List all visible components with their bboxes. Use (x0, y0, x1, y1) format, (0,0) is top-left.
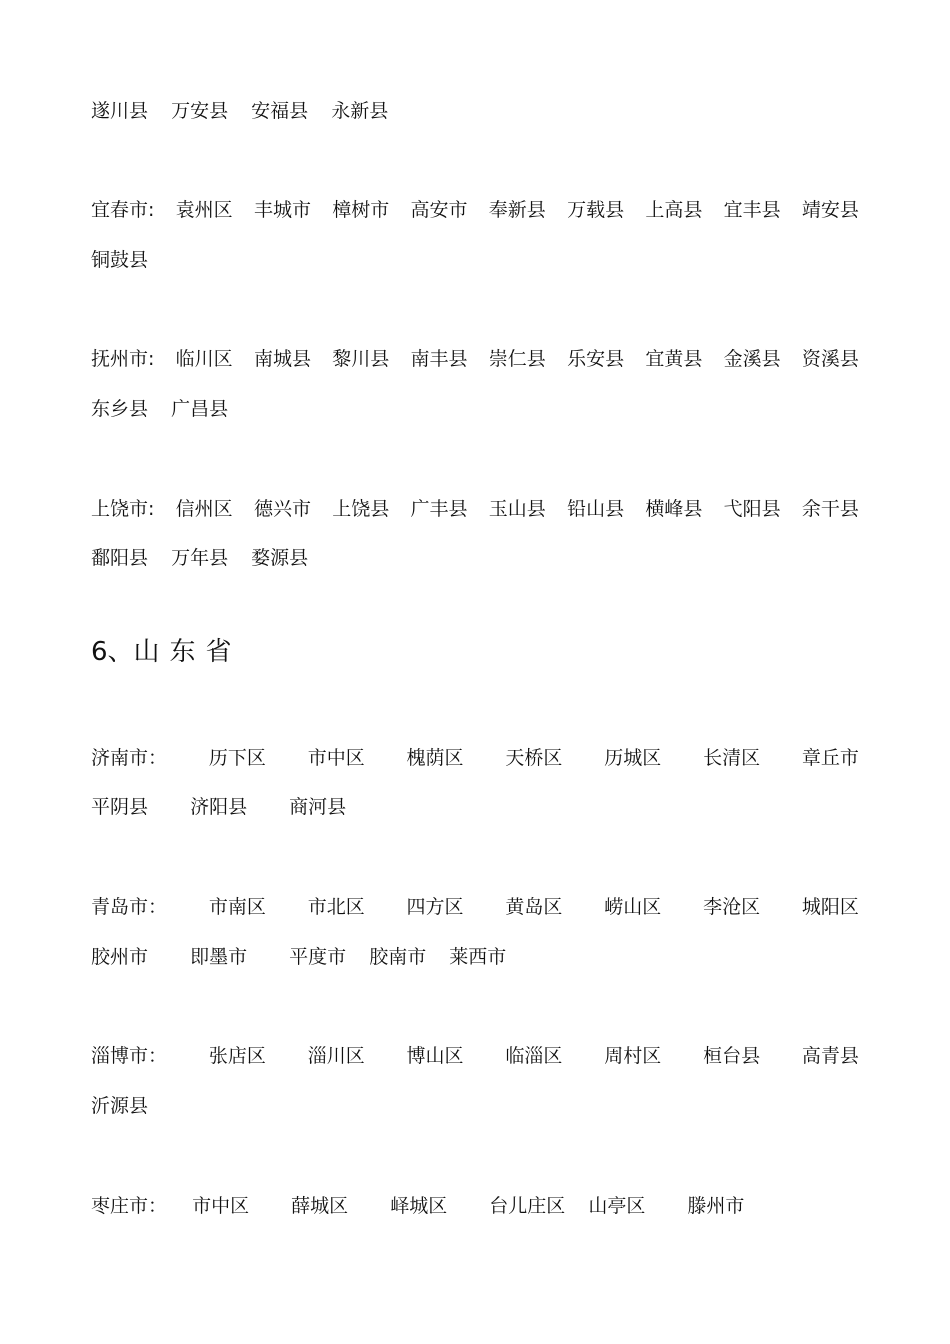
city-label: 济南市： (91, 747, 168, 769)
place-name: 济阳县 (190, 796, 248, 818)
place-name: 商河县 (289, 796, 347, 818)
place-name: 万载县 (567, 199, 625, 221)
place-name: 沂源县 (91, 1095, 149, 1117)
place-name: 峄城区 (390, 1195, 448, 1217)
place-name: 信州区 (175, 498, 233, 520)
place-name: 城阳区 (801, 896, 859, 918)
place-name: 高青县 (801, 1045, 859, 1067)
place-name: 广丰县 (410, 498, 468, 520)
place-name: 铅山县 (567, 498, 625, 520)
place-name: 即墨市 (190, 946, 248, 968)
place-name: 南城县 (253, 348, 311, 370)
place-name: 李沧区 (703, 896, 761, 918)
text-line (91, 248, 148, 272)
place-name: 上饶县 (332, 498, 390, 520)
place-name: 历下区 (208, 747, 266, 769)
text-line (91, 497, 859, 521)
place-name: 宜黄县 (645, 348, 703, 370)
place-name: 槐荫区 (406, 747, 464, 769)
place-name: 四方区 (406, 896, 464, 918)
place-name: 奉新县 (488, 199, 546, 221)
text-line (91, 945, 506, 969)
text-line (91, 1194, 744, 1218)
city-label: 上饶市: (91, 498, 155, 520)
city-label: 抚州市: (91, 348, 155, 370)
place-name: 德兴市 (253, 498, 311, 520)
text-line (91, 895, 859, 919)
text-line (91, 746, 859, 770)
place-name: 资溪县 (801, 348, 859, 370)
place-name: 博山区 (406, 1045, 464, 1067)
place-name: 市中区 (307, 747, 365, 769)
place-name: 高安市 (410, 199, 468, 221)
place-name: 崂山区 (604, 896, 662, 918)
place-name: 张店区 (208, 1045, 266, 1067)
place-name: 滕州市 (687, 1195, 745, 1217)
place-name: 平度市 (289, 946, 347, 968)
place-name: 天桥区 (505, 747, 563, 769)
place-name: 袁州区 (175, 199, 233, 221)
place-name: 遂川县 (91, 100, 149, 122)
place-name: 周村区 (604, 1045, 662, 1067)
place-name: 丰城市 (253, 199, 311, 221)
place-name: 市中区 (192, 1195, 250, 1217)
city-label: 淄博市： (91, 1045, 168, 1067)
place-name: 东乡县 (91, 398, 149, 420)
place-name: 永新县 (331, 100, 389, 122)
place-name: 鄱阳县 (91, 547, 149, 569)
place-name: 历城区 (604, 747, 662, 769)
place-name: 台儿庄区 (489, 1195, 566, 1217)
place-name: 黎川县 (332, 348, 390, 370)
place-name: 铜鼓县 (91, 249, 149, 271)
place-name: 崇仁县 (488, 348, 546, 370)
place-name: 莱西市 (449, 946, 507, 968)
place-name: 玉山县 (488, 498, 546, 520)
city-label: 枣庄市： (91, 1195, 168, 1217)
place-name: 宜丰县 (723, 199, 781, 221)
place-name: 万安县 (171, 100, 229, 122)
text-line (91, 795, 346, 819)
place-name: 平阴县 (91, 796, 149, 818)
place-name: 胶州市 (91, 946, 149, 968)
place-name: 弋阳县 (723, 498, 781, 520)
place-name: 横峰县 (645, 498, 703, 520)
text-line (91, 1044, 859, 1068)
place-name: 南丰县 (410, 348, 468, 370)
section-title: 山东省 (133, 637, 242, 667)
place-name: 樟树市 (332, 199, 390, 221)
text-line (91, 1094, 148, 1118)
place-name: 婺源县 (251, 547, 309, 569)
place-name: 广昌县 (171, 398, 229, 420)
place-name: 市南区 (208, 896, 266, 918)
place-name: 安福县 (251, 100, 309, 122)
place-name: 临淄区 (505, 1045, 563, 1067)
place-name: 临川区 (175, 348, 233, 370)
place-name: 长清区 (703, 747, 761, 769)
place-name: 淄川区 (307, 1045, 365, 1067)
place-name: 胶南市 (369, 946, 427, 968)
section-number: 6、 (91, 637, 134, 667)
place-name: 金溪县 (723, 348, 781, 370)
place-name: 万年县 (171, 547, 229, 569)
place-name: 上高县 (645, 199, 703, 221)
city-label: 青岛市： (91, 896, 168, 918)
text-line (91, 397, 228, 421)
place-name: 市北区 (307, 896, 365, 918)
section-heading (91, 636, 242, 668)
text-line (91, 198, 859, 222)
place-name: 山亭区 (588, 1195, 646, 1217)
place-name: 靖安县 (801, 199, 859, 221)
text-line (91, 347, 859, 371)
text-line (91, 546, 308, 570)
city-label: 宜春市: (91, 199, 155, 221)
place-name: 薛城区 (291, 1195, 349, 1217)
place-name: 余干县 (801, 498, 859, 520)
place-name: 章丘市 (801, 747, 859, 769)
place-name: 桓台县 (703, 1045, 761, 1067)
place-name: 乐安县 (567, 348, 625, 370)
text-line (91, 99, 388, 123)
place-name: 黄岛区 (505, 896, 563, 918)
